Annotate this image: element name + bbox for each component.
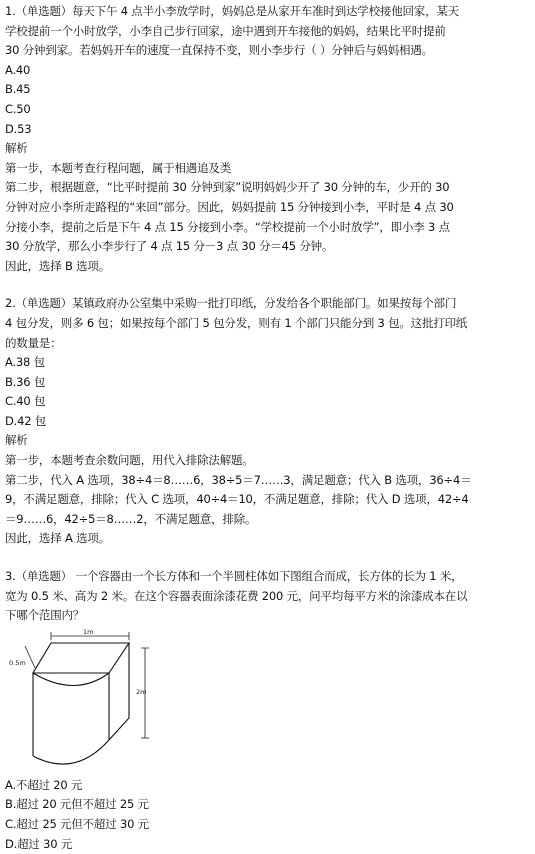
option-a: A.38 包 (5, 355, 45, 370)
question-2 (5, 294, 532, 549)
curved-edge (33, 673, 109, 686)
option-c: C.50 (5, 101, 31, 116)
question-3 (5, 567, 532, 854)
option-d: D.53 (5, 121, 32, 136)
top-face (33, 643, 129, 673)
analysis-label: 解析 (5, 141, 28, 156)
stem-line: 下哪个范围内？ (5, 608, 85, 623)
analysis-label: 解析 (5, 433, 28, 448)
question-1-stem (5, 2, 532, 61)
depth-dimension-line (25, 646, 35, 668)
spacer (5, 549, 532, 567)
question-3-options (5, 776, 532, 854)
analysis-line: 第二步，代入 A 选项，38÷4＝8……6，38÷5＝7……3，满足题意；代入 B 选项，36÷4＝ (5, 472, 472, 487)
analysis-line: ＝9……6，42÷5＝8……2，不满足题意，排除。 (5, 511, 257, 526)
container-figure (5, 628, 155, 776)
option-d: D.42 包 (5, 413, 47, 428)
question-1 (5, 2, 532, 276)
stem-line: 30 分钟到家。若妈妈开车的速度一直保持不变，则小李步行（ ）分钟后与妈妈相遇。 (5, 43, 433, 58)
spacer (5, 276, 532, 294)
stem-line: 4 包分发，则多 6 包；如果按每个部门 5 包分发，则有 1 个部门只能分到 3 包。这批打印纸 (5, 315, 468, 330)
option-a: A.不超过 20 元 (5, 777, 83, 792)
option-d: D.超过 30 元 (5, 836, 73, 851)
option-b: B.超过 20 元但不超过 25 元 (5, 797, 149, 812)
question-1-options (5, 61, 532, 139)
question-1-analysis (5, 159, 532, 277)
label-length: 1m (83, 627, 94, 636)
analysis-line: 分钟对应小李所走路程的“来回”部分。因此，妈妈提前 15 分钟接到小李，平时是 4 点 30 (5, 199, 454, 214)
analysis-line: 9，不满足题意，排除；代入 C 选项，40÷4＝10，不满足题意，排除；代入 D 选项，42÷4 (5, 492, 469, 507)
analysis-conclusion: 因此，选择 A 选项。 (5, 531, 110, 546)
option-c: C.超过 25 元但不超过 30 元 (5, 817, 149, 831)
question-2-stem (5, 294, 532, 353)
label-width: 0.5m (9, 658, 26, 667)
analysis-line: 30 分放学，那么小李步行了 4 点 15 分－3 点 30 分＝45 分钟。 (5, 239, 334, 254)
option-c: C.40 包 (5, 394, 46, 409)
stem-line: 学校提前一个小时放学，小李自己步行回家，途中遇到开车接他的妈妈，结果比平时提前 (5, 23, 446, 38)
analysis-line: 第一步，本题考查余数问题，用代入排除法解题。 (5, 453, 254, 468)
option-b: B.45 (5, 82, 31, 97)
question-2-analysis (5, 451, 532, 549)
stem-line: 宽为 0.5 米、高为 2 米。在这个容器表面涂漆花费 200 元，问平均每平方米的涂漆成本在以 (5, 588, 468, 603)
stem-line: 的数量是： (5, 335, 62, 350)
option-a: A.40 (5, 62, 31, 77)
analysis-line: 第一步，本题考查行程问题，属于相遇追及类 (5, 160, 231, 175)
analysis-line: 分接小李，提前之后是下午 4 点 15 分接到小李。“学校提前一个小时放学”，即小李 3 点 (5, 219, 450, 234)
analysis-conclusion: 因此，选择 B 选项。 (5, 258, 110, 273)
analysis-line: 第二步，根据题意，“比平时提前 30 分钟到家”说明妈妈少开了 30 分钟的车，少开的 30 (5, 180, 450, 195)
option-b: B.36 包 (5, 374, 46, 389)
container-diagram (5, 628, 155, 776)
question-2-options (5, 353, 532, 431)
stem-line: 1.（单选题）每天下午 4 点半小李放学时，妈妈总是从家开车准时到达学校接他回家，某天 (5, 4, 459, 18)
bottom-curved-edge (33, 740, 109, 764)
question-3-stem (5, 567, 532, 626)
stem-line: 2.（单选题）某镇政府办公室集中采购一批打印纸，分发给各个职能部门。如果按每个部门 (5, 296, 457, 311)
label-height: 2m (136, 687, 147, 696)
stem-line: 3.（单选题） 一个容器由一个长方体和一个半圆柱体如下图组合而成，长方体的长为 1 米， (5, 569, 463, 584)
